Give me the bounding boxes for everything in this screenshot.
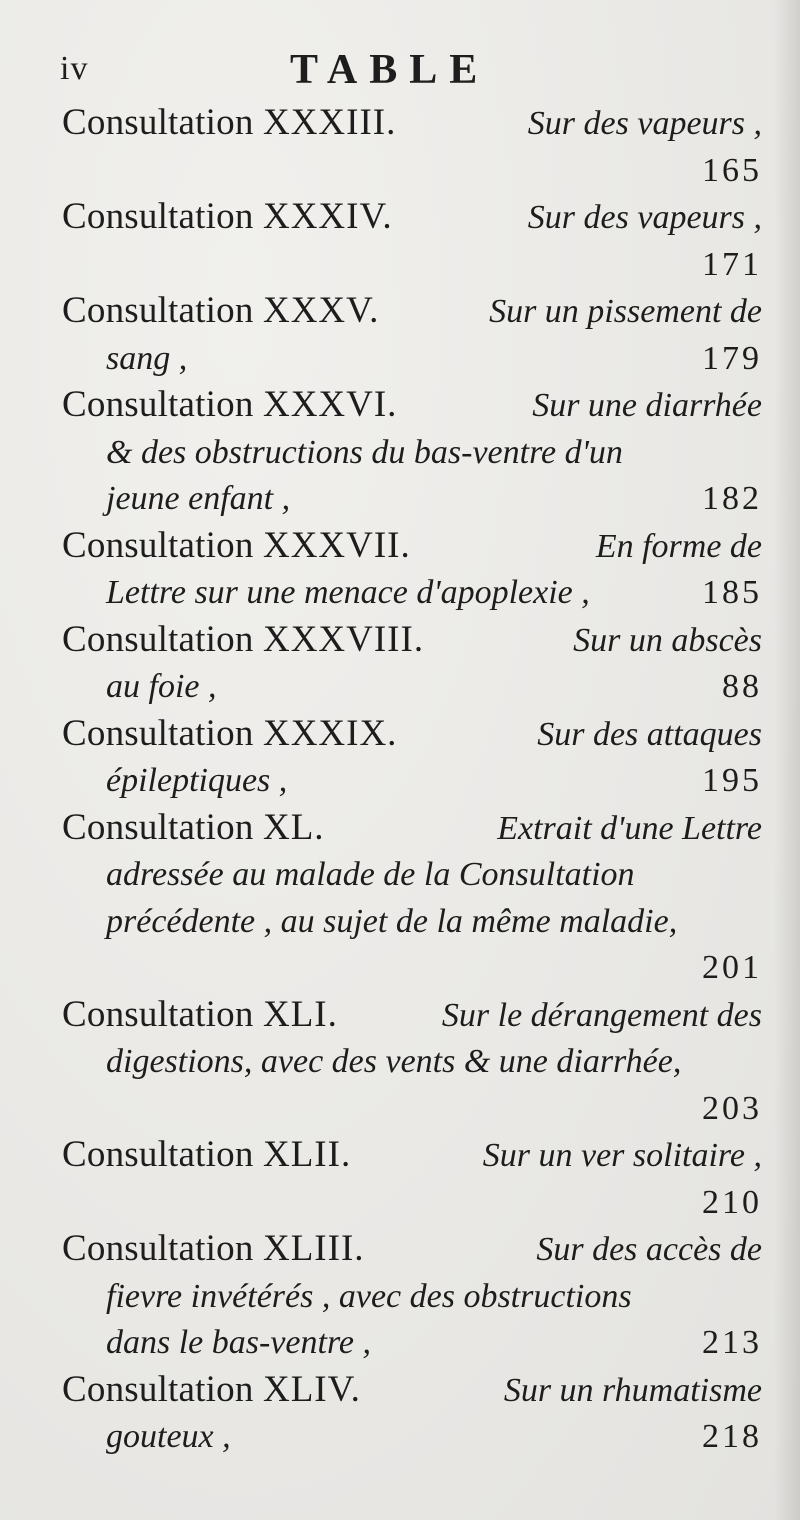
entry-page-ref: 171 (702, 245, 762, 283)
entry-subject: Sur des vapeurs , (527, 105, 762, 142)
entry-first-line (62, 617, 762, 665)
toc-entry (62, 711, 762, 805)
entry-numeral: XLIII. (262, 1228, 365, 1269)
toc-entry (62, 194, 762, 288)
toc-entry (62, 100, 762, 194)
entry-page-ref: 165 (702, 151, 762, 189)
entry-label: Consultation (62, 1134, 254, 1175)
entry-page-ref: 185 (702, 574, 762, 611)
entry-first-line (62, 711, 762, 759)
entry-page-ref: 213 (702, 1324, 762, 1361)
entry-page-ref: 203 (702, 1089, 762, 1127)
entry-label: Consultation (62, 1228, 254, 1269)
entry-page-ref: 218 (702, 1418, 762, 1455)
entry-label: Consultation (62, 384, 254, 425)
entry-first-line (62, 1367, 762, 1415)
entry-first-line (62, 1226, 762, 1274)
entry-continuation: & des obstructions du bas-ventre d'un (106, 433, 623, 471)
entry-first-line (62, 194, 762, 242)
entry-page-ref: 179 (702, 339, 762, 377)
entry-subject: Sur un rhumatisme (503, 1371, 762, 1409)
entry-numeral: XLII. (262, 1134, 352, 1175)
entry-subject: Sur des attaques (537, 715, 762, 753)
entry-numeral: XXXIII. (262, 102, 397, 143)
entry-numeral: XLIV. (262, 1368, 361, 1410)
entry-subject: En forme de (595, 527, 762, 565)
toc-entry (62, 617, 762, 711)
entry-subject: Sur un pissement de (489, 293, 762, 330)
entry-first-line (62, 805, 762, 853)
entry-numeral: XXXVII. (262, 524, 411, 566)
entry-first-line (62, 523, 762, 571)
entry-page-ref: 88 (722, 668, 762, 705)
toc-entry (62, 992, 762, 1133)
entry-page-ref: 182 (702, 480, 762, 517)
entry-last-line (62, 1414, 762, 1461)
entry-numeral: XXXVI. (262, 384, 398, 425)
entry-continuation-line (62, 899, 762, 946)
entry-continuation: épileptiques , (106, 762, 288, 799)
entry-continuation-line (62, 430, 762, 477)
entry-label: Consultation (62, 618, 254, 660)
entry-label: Consultation (62, 290, 254, 331)
entry-last-line (62, 336, 762, 383)
entry-numeral: XLI. (262, 993, 338, 1035)
entry-label: Consultation (62, 712, 254, 754)
entry-numeral: XXXV. (262, 290, 380, 331)
entry-label: Consultation (62, 1368, 254, 1410)
entry-continuation: au foie , (106, 668, 217, 705)
entry-label: Consultation (62, 524, 254, 566)
entry-page-ref-line (62, 242, 762, 289)
entry-page-ref-line (62, 945, 762, 992)
entry-last-line (62, 1320, 762, 1367)
entry-subject: Sur des accès de (536, 1231, 762, 1268)
entry-first-line (62, 100, 762, 148)
entry-last-line (62, 758, 762, 805)
entry-label: Consultation (62, 993, 254, 1035)
entry-continuation: gouteux , (106, 1418, 231, 1455)
entry-continuation: digestions, avec des vents & une diarrhée, (106, 1043, 682, 1080)
entry-page-ref: 210 (702, 1183, 762, 1221)
entry-first-line (62, 382, 762, 430)
page-number: iv (60, 50, 89, 87)
entry-label: Consultation (62, 196, 254, 237)
toc-entry (62, 1132, 762, 1226)
toc-entry (62, 382, 762, 523)
page-header (62, 48, 762, 100)
toc-entry (62, 523, 762, 617)
toc-entry (62, 805, 762, 992)
toc-entry (62, 1226, 762, 1367)
entry-numeral: XXXIX. (262, 712, 398, 754)
entry-page-ref: 201 (702, 949, 762, 986)
entry-label: Consultation (62, 102, 254, 143)
entry-page-ref: 195 (702, 762, 762, 799)
entry-continuation: jeune enfant , (106, 480, 291, 517)
entry-continuation: Lettre sur une menace d'apoplexie , (106, 574, 590, 611)
entry-subject: Extrait d'une Lettre (497, 809, 762, 847)
entry-page-ref-line (62, 1180, 762, 1227)
toc-entry (62, 1367, 762, 1461)
running-title: TABLE (290, 47, 490, 93)
entry-numeral: XXXIV. (262, 196, 393, 237)
entry-continuation-line (62, 852, 762, 899)
toc-entry (62, 288, 762, 382)
entry-last-line (62, 664, 762, 711)
entry-continuation: fievre invétérés , avec des obstructions (106, 1277, 632, 1315)
entry-continuation-line (62, 1274, 762, 1321)
entry-continuation-line (62, 1039, 762, 1086)
entry-page-ref-line (62, 148, 762, 195)
entry-label: Consultation (62, 806, 254, 848)
entry-continuation: dans le bas-ventre , (106, 1324, 372, 1361)
entry-subject: Sur un ver solitaire , (482, 1137, 762, 1174)
entry-subject: Sur une diarrhée (532, 387, 762, 424)
entry-first-line (62, 288, 762, 336)
entry-page-ref-line (62, 1086, 762, 1133)
entry-last-line (62, 570, 762, 617)
entry-continuation: précédente , au sujet de la même maladie, (106, 902, 678, 940)
entry-subject: Sur un abscès (573, 621, 762, 659)
entry-numeral: XL. (262, 806, 325, 848)
entry-first-line (62, 992, 762, 1040)
entry-subject: Sur des vapeurs , (527, 199, 762, 236)
entry-first-line (62, 1132, 762, 1180)
entry-subject: Sur le dérangement des (441, 996, 762, 1034)
entry-continuation: adressée au malade de la Consultation (106, 856, 635, 893)
entry-continuation: sang , (106, 339, 188, 377)
entry-last-line (62, 476, 762, 523)
entry-numeral: XXXVIII. (262, 618, 425, 660)
